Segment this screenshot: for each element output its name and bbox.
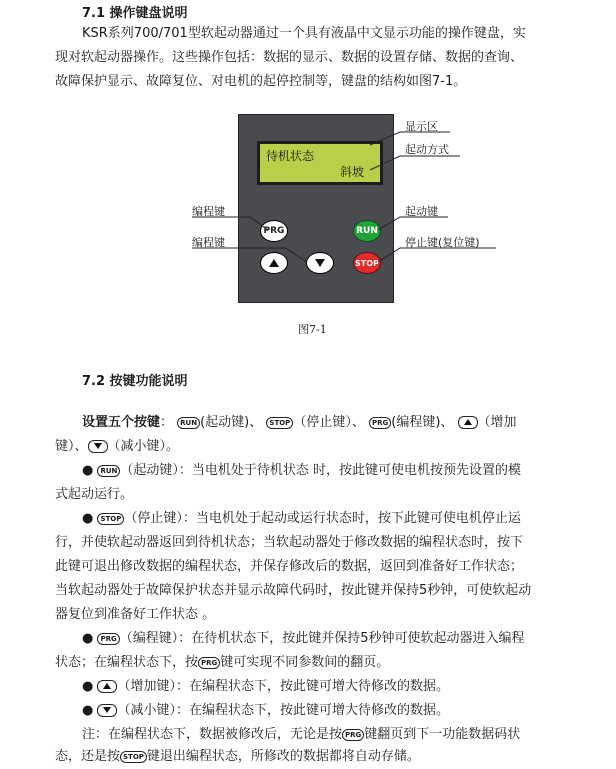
intro-line-1: KSR系列700/701型软起动器通过一个具有液晶中文显示功能的操作键盘，实 [82, 26, 526, 41]
keys-lead: 设置五个按键 [82, 415, 161, 430]
bullet: ● [82, 511, 94, 526]
lcd-line-1: 待机状态 [266, 149, 315, 163]
stop-item-text-a: （停止键）：当电机处于起动或运行状态时，按下此键可使电机停止运 [124, 511, 521, 526]
label-prog-key-2: 编程键 [192, 236, 225, 249]
note-line-2 [55, 745, 420, 769]
prg-item-text-a: （编程键）：在待机状态下，按此键并保持5秒钟可使软起动器进入编程 [119, 631, 525, 646]
keys-paragraph-line-1: 设置五个按键： RUN (起动键)、 STOP （停止键）、 PRG (编程键)、 （增加 [82, 415, 517, 430]
note-text-a2: 键翻页到下一功能数据码状 [364, 727, 521, 742]
note-line-1 [82, 723, 520, 747]
down-key-icon [88, 440, 108, 453]
stop-button[interactable]: STOP [353, 252, 381, 274]
label-stop-key: 停止键(复位键) [405, 236, 480, 249]
prg-key-icon: PRG [97, 633, 119, 645]
section-title-7-2: 7.2 按键功能说明 [82, 374, 188, 389]
leader-start-mode [370, 156, 460, 170]
up-key-icon [458, 416, 478, 429]
up-item-text: （增加键）：在编程状态下，按此键可增大待修改的数据。 [117, 679, 449, 694]
bullet: ● [82, 631, 94, 646]
down-item-line [82, 699, 449, 723]
stop-item-line-2: 行，并使软起动器返回到待机状态；当软起动器处于修改数据的编程状态时，按下 [55, 535, 524, 550]
leader-stop-key [378, 248, 496, 262]
down-key-icon [97, 704, 117, 717]
run-item-text-a: （起动键）：当电机处于待机状态 时，按此键可使电机按预先设置的模 [120, 463, 522, 478]
prg-item-text-b2: 键可实现不同参数间的翻页。 [220, 655, 390, 670]
note-text-b2: 键退出编程状态，所修改的数据都将自动存储。 [146, 749, 420, 764]
down-desc: （减小键）。 [107, 439, 180, 454]
bullet: ● [82, 679, 94, 694]
intro-line-2: 现对软起动器操作。这些操作包括：数据的显示、数据的设置存储、数据的查询、 [55, 50, 524, 65]
stop-item-line-1 [82, 507, 521, 531]
keys-line2-a: 键）、 [55, 439, 88, 454]
up-desc: （增加 [477, 415, 517, 430]
label-prog-key: 编程键 [192, 205, 225, 218]
up-item-line [82, 675, 449, 699]
stop-key-icon: STOP [120, 751, 147, 763]
note-text-a1: 注：在编程状态下，数据被修改后，无论是按 [82, 727, 343, 742]
figure-caption: 图7-1 [298, 323, 327, 336]
label-display-area: 显示区 [405, 120, 438, 133]
prg-key-icon: PRG [342, 729, 364, 741]
run-item-line-1 [82, 459, 521, 483]
lcd-line-2: 斜坡 [340, 165, 365, 179]
stop-key-icon: STOP [97, 513, 124, 525]
prg-desc: (编程键)、 [391, 415, 454, 430]
intro-line-3: 故障保护显示、故障复位、对电机的起停控制等，键盘的结构如图7-1。 [55, 74, 467, 89]
prg-item-line-2 [55, 651, 389, 675]
prg-button[interactable]: PRG [260, 220, 288, 242]
down-item-text: （减小键）：在编程状态下，按此键可增大待修改的数据。 [117, 703, 449, 718]
prg-item-line-1 [82, 627, 525, 651]
label-run-key: 起动键 [405, 205, 438, 218]
run-item-line-2: 式起动运行。 [55, 487, 134, 502]
bullet: ● [82, 703, 94, 718]
note-text-b1: 态，还是按 [55, 749, 121, 764]
prg-key-icon: PRG [369, 417, 391, 429]
run-key-icon: RUN [177, 417, 200, 429]
prg-key-icon: PRG [198, 657, 220, 669]
stop-key-icon: STOP [266, 417, 293, 429]
label-start-mode: 起动方式 [405, 143, 449, 156]
stop-item-line-5: 器复位到准备好工作状态 。 [55, 607, 216, 622]
stop-item-line-4: 当软起动器处于故障保护状态并显示故障代码时，按此键并保持5秒钟，可使软起动 [55, 583, 532, 598]
keys-paragraph-line-2 [55, 435, 179, 459]
prg-item-text-b1: 状态；在编程状态下，按 [55, 655, 199, 670]
up-key-icon [97, 680, 117, 693]
bullet: ● [82, 463, 94, 478]
stop-desc: （停止键）、 [293, 415, 365, 430]
run-desc: (起动键)、 [200, 415, 263, 430]
run-button[interactable]: RUN [353, 220, 381, 242]
run-key-icon: RUN [97, 465, 120, 477]
stop-item-line-3: 此键可退出修改数据的编程状态，并保存修改后的数据，返回到准备好工作状态； [55, 559, 524, 574]
callout-lines [0, 0, 616, 340]
section-title-7-1: 7.1 操作键盘说明 [82, 6, 188, 21]
leader-prog-key-2 [192, 248, 307, 262]
